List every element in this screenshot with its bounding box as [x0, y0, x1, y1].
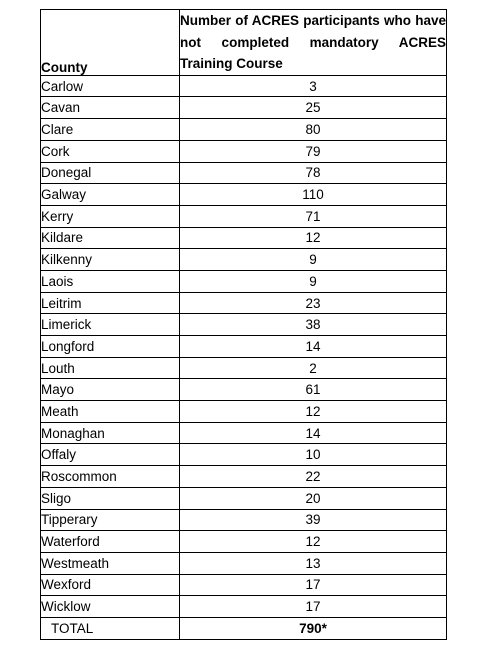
county-cell: Roscommon [41, 466, 180, 488]
count-cell: 61 [180, 379, 447, 401]
table-row [41, 379, 447, 401]
table-row [41, 357, 447, 379]
count-cell: 9 [180, 270, 447, 292]
table-row [41, 97, 447, 119]
count-cell: 23 [180, 292, 447, 314]
count-cell: 9 [180, 249, 447, 271]
county-cell: Galway [41, 184, 180, 206]
count-cell: 12 [180, 531, 447, 553]
county-cell: Mayo [41, 379, 180, 401]
county-cell: Limerick [41, 314, 180, 336]
count-cell: 13 [180, 552, 447, 574]
table-row [41, 466, 447, 488]
count-cell: 14 [180, 422, 447, 444]
table-row [41, 270, 447, 292]
table-row [41, 487, 447, 509]
table-row [41, 292, 447, 314]
county-cell: Clare [41, 119, 180, 141]
table-row [41, 596, 447, 618]
table-body [41, 75, 447, 617]
column-header-county: County [41, 10, 180, 76]
table-row [41, 401, 447, 423]
county-cell: Monaghan [41, 422, 180, 444]
count-cell: 39 [180, 509, 447, 531]
count-cell: 12 [180, 227, 447, 249]
county-cell: Donegal [41, 162, 180, 184]
count-cell: 12 [180, 401, 447, 423]
county-cell: Tipperary [41, 509, 180, 531]
count-cell: 71 [180, 205, 447, 227]
table-row [41, 119, 447, 141]
total-value: 790* [180, 617, 447, 639]
count-cell: 17 [180, 574, 447, 596]
county-cell: Laois [41, 270, 180, 292]
table-row [41, 574, 447, 596]
county-cell: Sligo [41, 487, 180, 509]
county-cell: Kilkenny [41, 249, 180, 271]
count-cell: 38 [180, 314, 447, 336]
table-row [41, 249, 447, 271]
county-cell: Carlow [41, 75, 180, 97]
county-cell: Cavan [41, 97, 180, 119]
count-cell: 110 [180, 184, 447, 206]
count-cell: 80 [180, 119, 447, 141]
table-row [41, 140, 447, 162]
county-cell: Louth [41, 357, 180, 379]
table-row [41, 184, 447, 206]
count-cell: 78 [180, 162, 447, 184]
table-row [41, 444, 447, 466]
county-cell: Wexford [41, 574, 180, 596]
count-cell: 17 [180, 596, 447, 618]
total-label: TOTAL [41, 617, 180, 639]
count-cell: 3 [180, 75, 447, 97]
table-row [41, 314, 447, 336]
county-cell: Waterford [41, 531, 180, 553]
county-cell: Longford [41, 336, 180, 358]
count-cell: 22 [180, 466, 447, 488]
table-row [41, 227, 447, 249]
table-row [41, 336, 447, 358]
table-row [41, 509, 447, 531]
table-header-row [41, 10, 447, 76]
table-row [41, 552, 447, 574]
count-cell: 2 [180, 357, 447, 379]
column-header-untrained-participants: Number of ACRES participants who have not completed mandatory ACRES Training Course [180, 10, 447, 76]
county-cell: Meath [41, 401, 180, 423]
table-row [41, 531, 447, 553]
count-cell: 14 [180, 336, 447, 358]
county-cell: Leitrim [41, 292, 180, 314]
county-cell: Kildare [41, 227, 180, 249]
table-row [41, 422, 447, 444]
county-cell: Kerry [41, 205, 180, 227]
table-row [41, 162, 447, 184]
count-cell: 20 [180, 487, 447, 509]
table-row [41, 205, 447, 227]
county-cell: Offaly [41, 444, 180, 466]
count-cell: 79 [180, 140, 447, 162]
county-cell: Westmeath [41, 552, 180, 574]
table-row [41, 75, 447, 97]
count-cell: 10 [180, 444, 447, 466]
count-cell: 25 [180, 97, 447, 119]
acres-training-table [40, 9, 447, 640]
total-row [41, 617, 447, 639]
county-cell: Cork [41, 140, 180, 162]
county-cell: Wicklow [41, 596, 180, 618]
